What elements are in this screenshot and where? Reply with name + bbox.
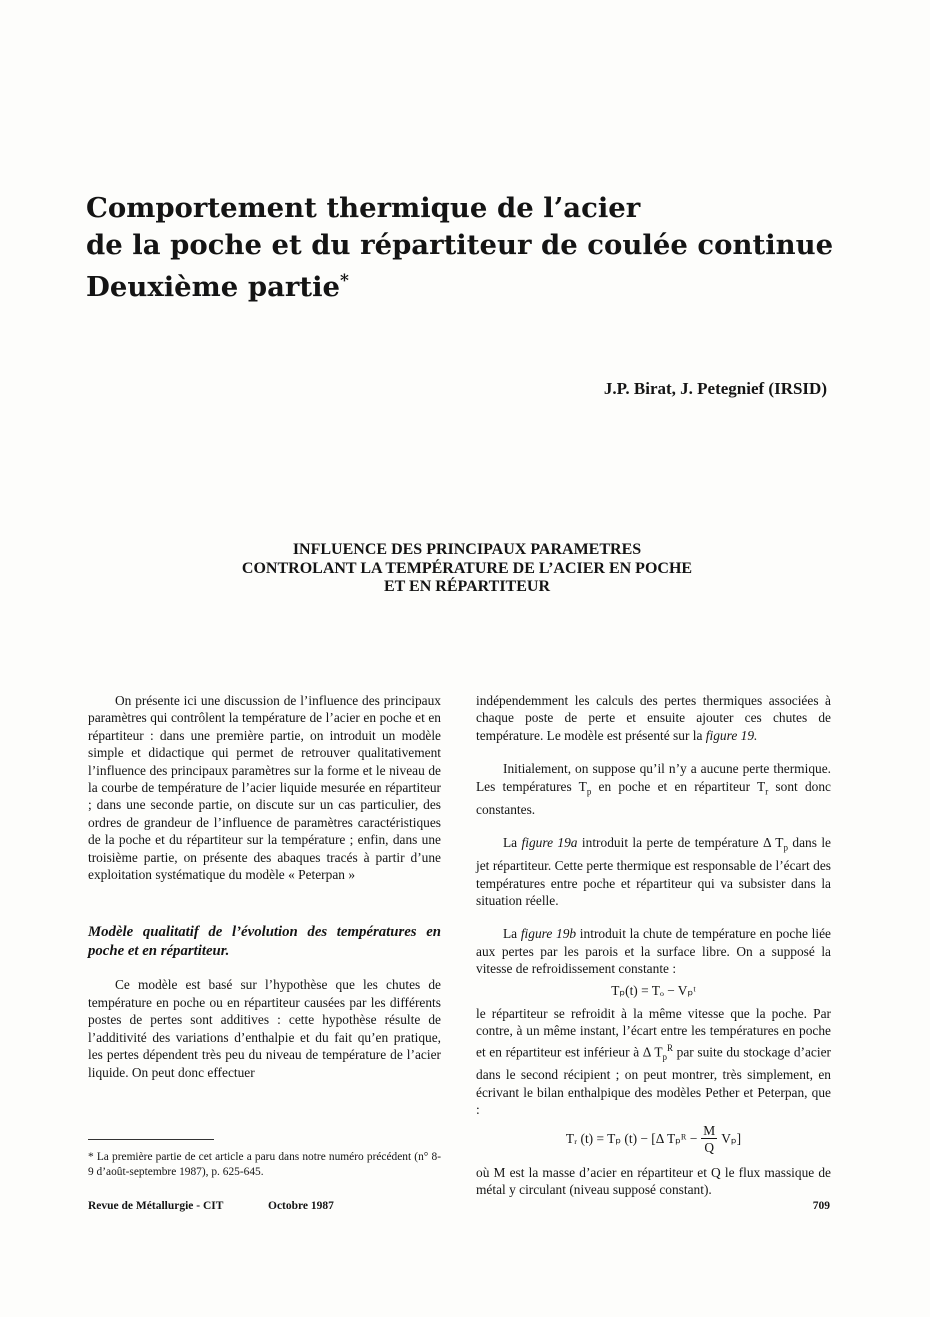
paragraph-fig19b: La figure 19b introduit la chute de température en poche liée aux pertes par les parois et la surface libre. On a supposé la vitesse de refroidissement constante : — [476, 926, 831, 977]
paragraph-repartiteur: le répartiteur se refroidit à la même vitesse que la poche. Par contre, à un même instant, l’écart entre les températures en poche et en répartiteur est inférieur à Δ $T_p^R$ par suite du stockage d’acier dans le second récipient ; on peut montrer, très simplement, en écrivant le bilan enthalpique des modèles Pether et Peterpan, que : — [476, 1006, 831, 1118]
paragraph-fig19a: La figure 19a introduit la perte de température Δ $T_p$ dans le jet répartiteur. Cette perte thermique est responsable de l’écart des températures entre poche et répartiteur qui va subsister dans la situation réelle. — [476, 835, 831, 908]
figure-ref: figure 19b — [520, 926, 577, 942]
footer-journal: Revue de Métallurgie - CIT — [88, 1200, 224, 1212]
paragraph-initial: Initialement, on suppose qu’il n’y a aucune perte thermique. Les températures $T_p$ en poche et en répartiteur $T_r$ sont donc constantes. — [476, 761, 831, 817]
section-heading-line-3: ET EN RÉPARTITEUR — [384, 578, 550, 595]
equation-2 — [476, 1123, 831, 1156]
footnote-rule — [88, 1139, 214, 1140]
figure-ref: figure 19a — [521, 835, 578, 851]
authors: J.P. Birat, J. Petegnief (IRSID) — [603, 379, 827, 398]
equation-1: Tₚ(t) = Tₒ − Vₚᵗ — [611, 982, 696, 998]
title-line-3: Deuxième partie* — [86, 271, 349, 304]
section-heading — [140, 541, 794, 597]
fraction-numerator: M — [703, 1122, 716, 1138]
paragraph-continuation: indépendemment les calculs des pertes thermiques associées à chaque poste de perte et ensuite ajouter ces chutes de température. Le modèle est présenté sur la figure 19. — [476, 693, 831, 743]
paragraph-definition: où M est la masse d’acier en répartiteur et Q le flux massique de métal y circulant (niveau supposé constant). — [476, 1164, 831, 1198]
right-column — [476, 692, 831, 1202]
section-heading-line-1: INFLUENCE DES PRINCIPAUX PARAMETRES — [292, 541, 642, 558]
equation-2-fraction — [701, 1123, 717, 1156]
title-line-2: de la poche et du répartiteur de coulée continue — [86, 228, 834, 261]
section-heading-line-2: CONTROLANT LA TEMPÉRATURE DE L’ACIER EN POCHE — [241, 559, 693, 577]
footnote-marker: * — [340, 271, 349, 291]
fraction-denominator: Q — [704, 1139, 715, 1155]
equation-2-left: Tᵣ (t) = Tₚ (t) − [Δ Tₚᴿ − — [565, 1131, 698, 1147]
subsection-heading: Modèle qualitatif de l’évolution des températures en poche et en répartiteur. — [88, 924, 441, 960]
article-title — [86, 190, 886, 306]
page-number: 709 — [812, 1200, 830, 1212]
left-column — [88, 692, 441, 1081]
footnote: * La première partie de cet article a paru dans notre numéro précédent (n° 8-9 d’août-septembre 1987), p. 625-645. — [88, 1151, 441, 1178]
equation-2-right: Vₚ] — [721, 1131, 742, 1147]
footer-date: Octobre 1987 — [268, 1200, 334, 1212]
body-paragraph: Ce modèle est basé sur l’hypothèse que les chutes de température en poche ou en répartiteur causées par les différents postes de pertes sont additives : cette hypothèse résulte de l’additivité des variations d’enthalpie et du fait qu’en pratique, les pertes dépendent très peu du niveau de température de l’acier liquide. On peut donc effectuer — [88, 977, 441, 1080]
title-line-1: Comportement thermique de l’acier — [86, 192, 641, 224]
figure-ref: figure 19. — [705, 727, 758, 743]
abstract-paragraph: On présente ici une discussion de l’influence des principaux paramètres qui contrôlent la température de l’acier en poche et en répartiteur : dans une première partie, on introduit un modèle simple et didactique qui permet de retrouver qualitativement l’influence des principaux paramètres sur la forme et le niveau de la courbe de température de l’acier liquide mesurée en répartiteur ; dans une seconde partie, on discute sur un cas particulier, des ordres de grandeur de l’influence de paramètres caractéristiques de la poche et du répartiteur sur la température ; enfin, dans une troisième partie, on présente des abaques tracés à partir d’une exploitation systématique du modèle « Peterpan » — [88, 693, 441, 883]
